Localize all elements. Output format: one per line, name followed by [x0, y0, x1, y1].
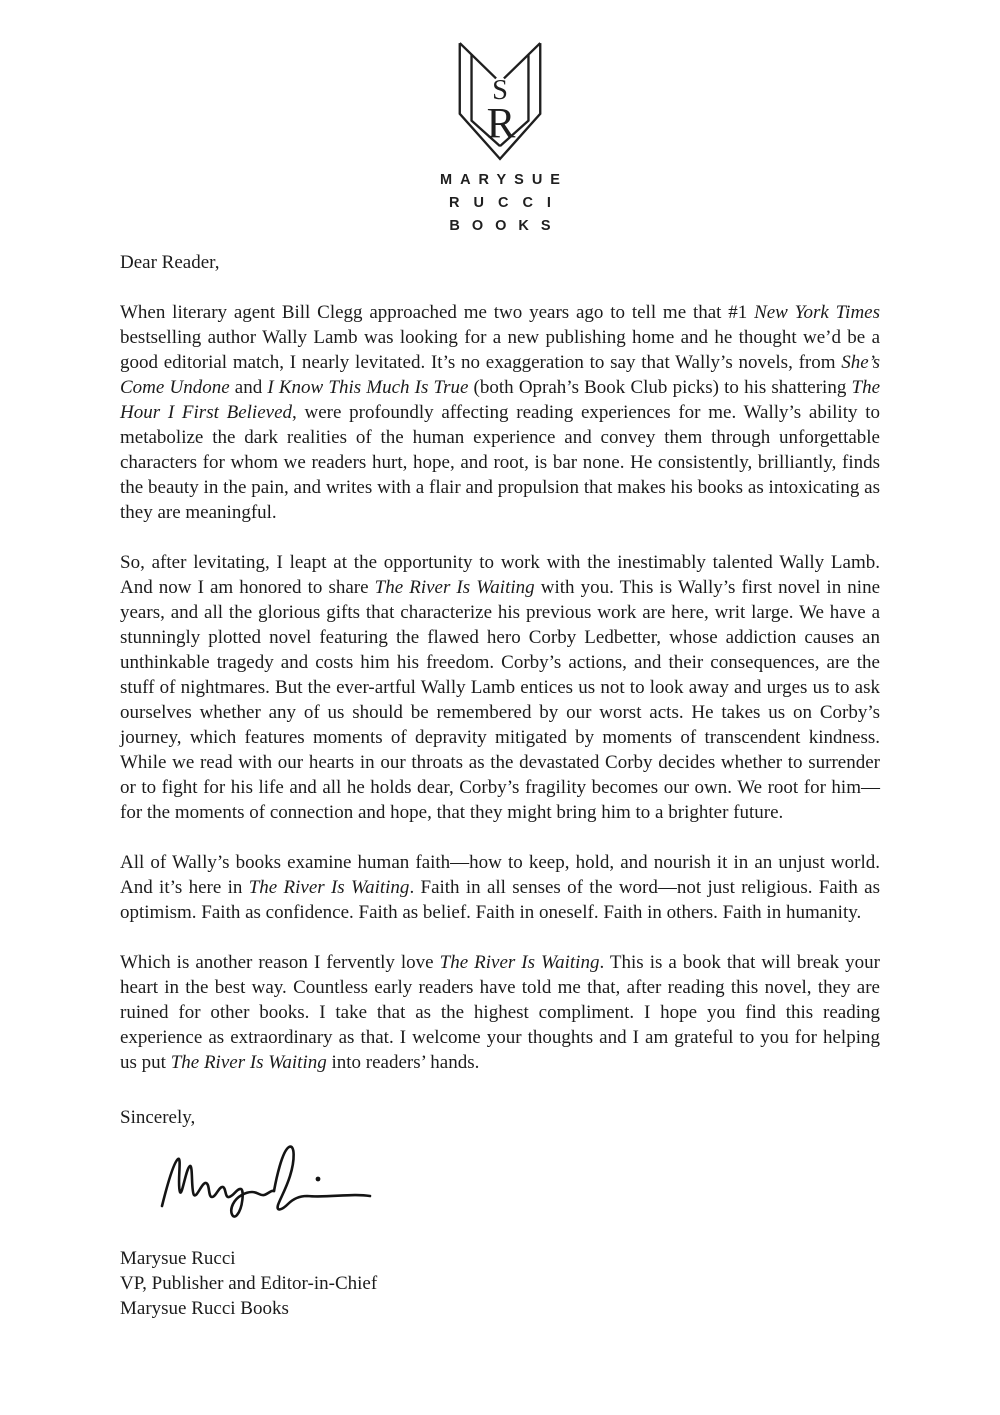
- body-text-run: (both Oprah’s Book Club picks) to his shattering: [468, 377, 852, 398]
- signer-name: Marysue Rucci: [120, 1248, 236, 1269]
- salutation: Dear Reader,: [120, 252, 220, 273]
- signer-company: Marysue Rucci Books: [120, 1298, 289, 1319]
- body-text-run: Which is another reason I fervently love: [120, 952, 440, 973]
- book-title-italic: The River Is Waiting: [170, 1052, 327, 1073]
- paragraphs: [120, 300, 880, 1075]
- letter-body: [120, 250, 880, 1321]
- monogram-letter-r: R: [486, 100, 516, 148]
- book-title-italic: The River Is Waiting: [439, 952, 600, 973]
- body-text-run: All of Wally’s books examine human faith—how to keep, hold, and nourish it in an unjust world. And it’s here in: [120, 852, 880, 898]
- book-title-italic: The River Is Waiting: [248, 877, 410, 898]
- body-text-run: . This is a book that will break your heart in the best way. Countless early readers have told me that, after reading this novel, they are ruined for other books. I take that as the highest compliment. I hope you find this reading experience as extraordinary as that. I welcome your thoughts and I am grateful to you for helping us put: [120, 952, 880, 1073]
- paragraph: [120, 550, 880, 825]
- brand-line-books: BOOKS: [449, 218, 563, 234]
- book-title-italic: The Hour I First Believed: [120, 377, 880, 423]
- monogram-letter-s: S: [492, 75, 508, 107]
- paragraph: [120, 950, 880, 1075]
- book-title-italic: She’s Come Undone: [120, 352, 880, 398]
- body-text-run: When literary agent Bill Clegg approached me two years ago to tell me that #1: [120, 302, 755, 323]
- signature-dot: [316, 1177, 321, 1182]
- body-text-run: with you. This is Wally’s first novel in nine years, and all the glorious gifts that characterize his previous work are here, writ large. We have a stunningly plotted novel featuring the flawed hero Corby Ledbetter, whose addiction causes an unthinkable tragedy and costs him his freedom. Corby’s actions, and their consequences, are the stuff of nightmares. But the ever-artful Wally Lamb entices us not to look away and urges us to ask ourselves whether any of us should be remembered by our worst acts. He takes us on Corby’s journey, which features moments of depravity mitigated by moments of transcendent kindness. While we read with our hearts in our throats as the devastated Corby decides whether to surrender or to fight for his life and all he holds dear, Corby’s fragility becomes our own. We root for him—for the moments of connection and hope, that they might bring him to a brighter future.: [120, 577, 881, 823]
- signer-title: VP, Publisher and Editor-in-Chief: [120, 1273, 378, 1294]
- body-text-run: bestselling author Wally Lamb was looking for a new publishing home and he thought we’d be a good editorial match, I nearly levitated. It’s no exaggeration to say that Wally’s novels, from: [120, 327, 880, 373]
- paragraph: [120, 300, 880, 525]
- letterhead: [0, 0, 1000, 238]
- signature-block: [120, 1246, 880, 1321]
- book-title-italic: I Know This Much Is True: [267, 377, 469, 398]
- brand-line-rucci: RUCCI: [449, 195, 565, 211]
- handwritten-signature-image: [156, 1142, 378, 1220]
- book-title-italic: New York Times: [754, 302, 880, 323]
- body-text-run: . Faith in all senses of the word—not just religious. Faith as optimism. Faith as confidence. Faith as belief. Faith in oneself. Faith in others. Faith in humanity.: [120, 877, 880, 923]
- book-title-italic: The River Is Waiting: [374, 577, 535, 598]
- body-text-run: So, after levitating, I leapt at the opportunity to work with the inestimably talented Wally Lamb. And now I am honored to share: [120, 552, 880, 598]
- body-text-run: and: [229, 377, 268, 398]
- paragraph: [120, 850, 880, 925]
- body-text-run: into readers’ hands.: [326, 1052, 480, 1073]
- closing: Sincerely,: [120, 1107, 196, 1128]
- brand-line-marysue: MARYSUE: [440, 172, 568, 188]
- publisher-logo-monogram-icon: [447, 38, 553, 164]
- publisher-brand-name: [0, 169, 1000, 238]
- body-text-run: , were profoundly affecting reading experiences for me. Wally’s ability to metabolize the dark realities of the human experience and convey them through unforgettable characters for whom we readers hurt, hope, and root, is bar none. He consistently, brilliantly, finds the beauty in the pain, and writes with a flair and propulsion that makes his books as intoxicating as they are meaningful.: [120, 402, 880, 523]
